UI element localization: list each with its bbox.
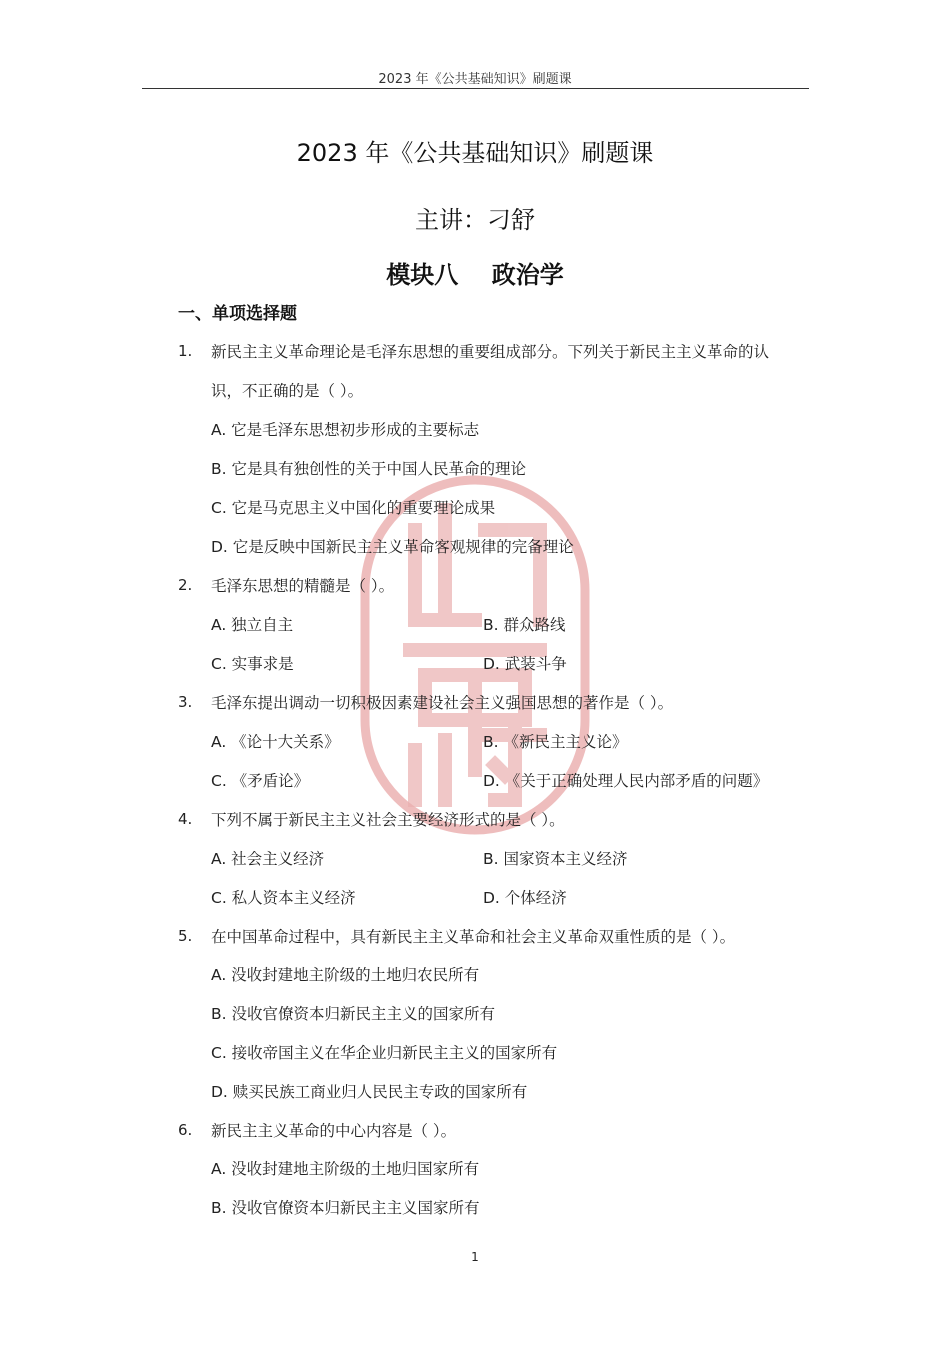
- lecturer-line: 主讲：刁舒: [415, 206, 535, 234]
- question-stem: 毛泽东思想的精髓是（ ）。: [211, 577, 395, 595]
- option-d: D. 武装斗争: [483, 655, 567, 673]
- document-title: 2023 年《公共基础知识》刷题课: [296, 139, 654, 167]
- option-d: D. 《关于正确处理人民内部矛盾的问题》: [483, 772, 769, 790]
- question-stem: 下列不属于新民主主义社会主要经济形式的是（ ）。: [211, 811, 565, 829]
- option-b: B. 它是具有独创性的关于中国人民革命的理论: [211, 460, 526, 478]
- option-b: B. 没收官僚资本归新民主主义的国家所有: [211, 1005, 495, 1023]
- option-a: A. 没收封建地主阶级的土地归国家所有: [211, 1160, 480, 1178]
- question-number: 4.: [178, 810, 193, 828]
- section-heading: 一、单项选择题: [178, 304, 297, 324]
- option-a: A. 它是毛泽东思想初步形成的主要标志: [211, 421, 480, 439]
- option-b: B. 国家资本主义经济: [483, 850, 628, 868]
- option-a: A. 《论十大关系》: [211, 733, 340, 751]
- question-number: 5.: [178, 927, 193, 945]
- option-b: B. 群众路线: [483, 616, 566, 634]
- question-number: 1.: [178, 342, 193, 360]
- header-divider: [142, 88, 809, 89]
- option-c: C. 实事求是: [211, 655, 294, 673]
- question-number: 2.: [178, 576, 193, 594]
- module-heading: 模块八 政治学: [386, 261, 564, 289]
- option-a: A. 社会主义经济: [211, 850, 325, 868]
- option-b: B. 没收官僚资本归新民主主义国家所有: [211, 1199, 480, 1217]
- question-stem-continued: 识，不正确的是（ ）。: [211, 382, 364, 400]
- question-stem: 新民主主义革命的中心内容是（ ）。: [211, 1122, 457, 1140]
- page-number: 1: [471, 1250, 479, 1264]
- option-c: C. 私人资本主义经济: [211, 889, 356, 907]
- option-b: B. 《新民主主义论》: [483, 733, 628, 751]
- question-stem: 在中国革命过程中，具有新民主主义革命和社会主义革命双重性质的是（ ）。: [211, 928, 736, 946]
- question-number: 3.: [178, 693, 193, 711]
- option-a: A. 没收封建地主阶级的土地归农民所有: [211, 966, 480, 984]
- running-header: 2023 年《公共基础知识》刷题课: [378, 72, 572, 87]
- question-stem: 毛泽东提出调动一切积极因素建设社会主义强国思想的著作是（ ）。: [211, 694, 674, 712]
- option-a: A. 独立自主: [211, 616, 294, 634]
- option-d: D. 它是反映中国新民主主义革命客观规律的完备理论: [211, 538, 574, 556]
- option-c: C. 它是马克思主义中国化的重要理论成果: [211, 499, 496, 517]
- option-d: D. 个体经济: [483, 889, 567, 907]
- question-stem: 新民主主义革命理论是毛泽东思想的重要组成部分。下列关于新民主主义革命的认: [211, 343, 770, 361]
- option-c: C. 《矛盾论》: [211, 772, 310, 790]
- question-number: 6.: [178, 1121, 193, 1139]
- option-c: C. 接收帝国主义在华企业归新民主主义的国家所有: [211, 1044, 558, 1062]
- option-d: D. 赎买民族工商业归人民民主专政的国家所有: [211, 1083, 528, 1101]
